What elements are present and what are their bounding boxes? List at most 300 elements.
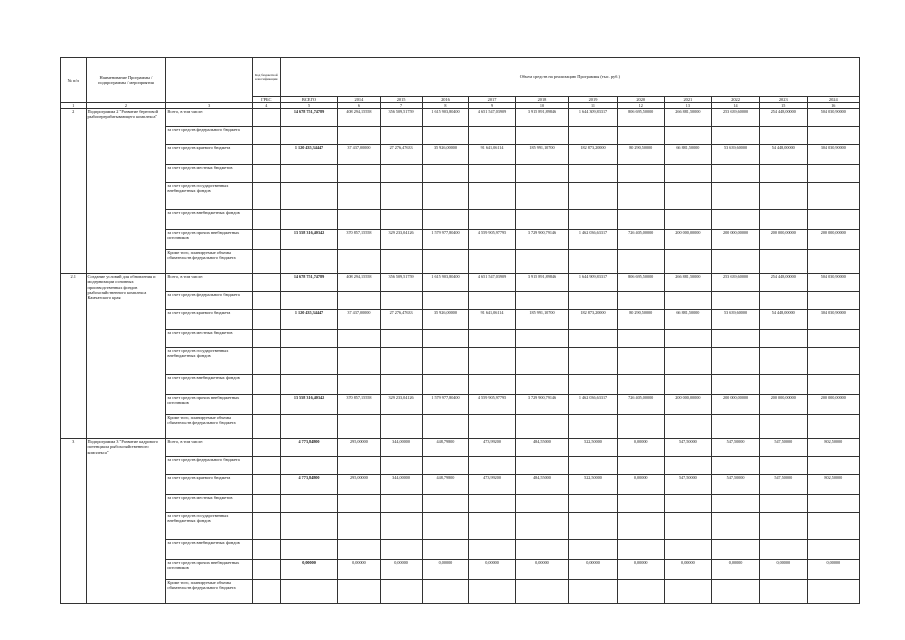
grbs-cell [252, 274, 280, 292]
year-value-cell: 80 290,50000 [617, 145, 664, 165]
year-value-cell [807, 540, 859, 560]
year-value-cell [664, 580, 712, 604]
year-value-cell [569, 250, 618, 274]
header-empty [166, 58, 253, 103]
column-number: 13 [664, 103, 712, 109]
header-year: 2024 [807, 97, 859, 103]
year-value-cell [380, 375, 422, 395]
header-year: 2018 [515, 97, 568, 103]
year-value-cell: 200 000,00000 [664, 395, 712, 415]
grbs-cell [252, 330, 280, 348]
year-value-cell: 448,79800 [422, 439, 469, 457]
year-value-cell: 1 615 903,80400 [422, 109, 469, 127]
year-value-cell [617, 348, 664, 375]
funding-source: за счет средств краевого бюджета [166, 145, 253, 165]
year-value-cell [338, 250, 380, 274]
year-value-cell: 4 559 905,97795 [469, 395, 516, 415]
funding-source: Кроме того, планируемые объемы обязательств федерального бюджета [166, 250, 253, 274]
grbs-cell [252, 183, 280, 210]
table-row [61, 457, 860, 475]
column-number: 2 [86, 103, 166, 109]
year-value-cell: 3 915 891,89846 [515, 274, 568, 292]
year-value-cell: 1 462 036,63317 [569, 395, 618, 415]
year-value-cell [338, 183, 380, 210]
year-value-cell: 266 881,50000 [664, 109, 712, 127]
year-value-cell [469, 127, 516, 145]
total-cell [280, 540, 338, 560]
year-value-cell: 1 579 977,80400 [422, 230, 469, 250]
funding-source: за счет средств местных бюджетов [166, 495, 253, 513]
year-value-cell: 344,00000 [380, 439, 422, 457]
year-value-cell [422, 540, 469, 560]
year-value-cell [807, 495, 859, 513]
year-value-cell: 66 881,50000 [664, 145, 712, 165]
funding-source: за счет средств внебюджетных фондов [166, 540, 253, 560]
year-value-cell: 3 729 900,79146 [515, 230, 568, 250]
year-value-cell [469, 375, 516, 395]
year-value-cell: 522,50000 [569, 475, 618, 495]
year-value-cell [759, 540, 807, 560]
header-volume-title: Объем средств на реализацию Программы (тыс. руб.) [280, 58, 859, 97]
year-value-cell: 504 030,90000 [807, 109, 859, 127]
year-value-cell [422, 348, 469, 375]
year-value-cell: 0,00000 [617, 560, 664, 580]
funding-source: Всего, в том числе: [166, 109, 253, 127]
year-value-cell [422, 415, 469, 439]
year-value-cell [759, 250, 807, 274]
year-value-cell: 802,50000 [807, 475, 859, 495]
year-value-cell [380, 292, 422, 310]
year-value-cell: 200 000,00000 [807, 395, 859, 415]
table-row [61, 274, 860, 292]
grbs-cell [252, 457, 280, 475]
funding-source: за счет средств федерального бюджета [166, 457, 253, 475]
year-value-cell [569, 292, 618, 310]
program-name: Подпрограмма 3 "Развитие кадрового потенциала рыбохозяйственного комплекса" [86, 439, 166, 604]
funding-source: за счет средств прочих внебюджетных источников [166, 560, 253, 580]
year-value-cell [807, 165, 859, 183]
year-value-cell: 0,00000 [380, 560, 422, 580]
year-value-cell [712, 540, 760, 560]
year-value-cell: 253 639,60000 [712, 274, 760, 292]
header-name: Наименование Программы / подпрограммы / мероприятия [86, 58, 166, 103]
year-value-cell [569, 348, 618, 375]
column-number: 14 [712, 103, 760, 109]
year-value-cell [664, 210, 712, 230]
year-value-cell: 547,50000 [759, 475, 807, 495]
grbs-cell [252, 348, 280, 375]
year-value-cell [380, 457, 422, 475]
year-value-cell [759, 292, 807, 310]
year-value-cell [469, 457, 516, 475]
year-value-cell [759, 183, 807, 210]
funding-source: за счет средств государственных внебюджетных фондов [166, 183, 253, 210]
column-number: 12 [617, 103, 664, 109]
year-value-cell [807, 292, 859, 310]
grbs-cell [252, 415, 280, 439]
year-value-cell [515, 580, 568, 604]
year-value-cell: 27 276,47633 [380, 310, 422, 330]
funding-source: за счет средств внебюджетных фондов [166, 375, 253, 395]
year-value-cell: 370 857,15558 [338, 395, 380, 415]
year-value-cell: 448,79800 [422, 475, 469, 495]
year-value-cell [338, 540, 380, 560]
year-value-cell [664, 375, 712, 395]
year-value-cell [759, 580, 807, 604]
table-row [61, 348, 860, 375]
year-value-cell: 344,00000 [380, 475, 422, 495]
year-value-cell [712, 415, 760, 439]
year-value-cell [422, 292, 469, 310]
year-value-cell [569, 495, 618, 513]
table-row [61, 580, 860, 604]
funding-source: за счет средств федерального бюджета [166, 127, 253, 145]
year-value-cell: 0,00000 [338, 560, 380, 580]
year-value-cell [515, 457, 568, 475]
year-value-cell: 504 030,90000 [807, 274, 859, 292]
year-value-cell [759, 165, 807, 183]
year-value-cell [469, 292, 516, 310]
year-value-cell [380, 495, 422, 513]
grbs-cell [252, 540, 280, 560]
year-value-cell [664, 348, 712, 375]
year-value-cell [338, 457, 380, 475]
year-value-cell [422, 580, 469, 604]
year-value-cell: 547,50000 [712, 439, 760, 457]
year-value-cell [422, 375, 469, 395]
year-value-cell [712, 513, 760, 540]
year-value-cell [759, 210, 807, 230]
total-cell [280, 513, 338, 540]
year-value-cell: 547,50000 [712, 475, 760, 495]
funding-source: за счет средств федерального бюджета [166, 292, 253, 310]
year-value-cell [617, 165, 664, 183]
year-value-cell: 329 233,04126 [380, 395, 422, 415]
year-value-cell: 1 615 903,80400 [422, 274, 469, 292]
table-row [61, 475, 860, 495]
year-value-cell: 3 729 900,79146 [515, 395, 568, 415]
year-value-cell: 473,99200 [469, 439, 516, 457]
year-value-cell: 1 579 977,80400 [422, 395, 469, 415]
year-value-cell: 547,50000 [664, 439, 712, 457]
year-value-cell [515, 127, 568, 145]
year-value-cell [338, 495, 380, 513]
year-value-cell [515, 250, 568, 274]
year-value-cell: 35 926,00000 [422, 310, 469, 330]
grbs-cell [252, 230, 280, 250]
year-value-cell [469, 495, 516, 513]
year-value-cell [664, 330, 712, 348]
year-value-cell [469, 415, 516, 439]
table-row [61, 330, 860, 348]
year-value-cell [469, 348, 516, 375]
year-value-cell [664, 495, 712, 513]
table-row [61, 495, 860, 513]
year-value-cell [569, 375, 618, 395]
year-value-cell: 254 448,00000 [759, 109, 807, 127]
year-value-cell [617, 127, 664, 145]
year-value-cell [759, 375, 807, 395]
year-value-cell [664, 292, 712, 310]
grbs-cell [252, 109, 280, 127]
year-value-cell [569, 127, 618, 145]
year-value-cell [338, 127, 380, 145]
year-value-cell: 185 991,10700 [515, 145, 568, 165]
year-value-cell [422, 183, 469, 210]
program-name: Подпрограмма 2 "Развитие береговой рыбоперерабатывающего комплекса" [86, 109, 166, 274]
year-value-cell: 53 639,60000 [712, 310, 760, 330]
year-value-cell [338, 415, 380, 439]
header-year: 2022 [712, 97, 760, 103]
year-value-cell: 53 639,60000 [712, 145, 760, 165]
header-year: 2023 [759, 97, 807, 103]
year-value-cell [569, 415, 618, 439]
year-value-cell: 91 641,06114 [469, 310, 516, 330]
year-value-cell: 356 509,51759 [380, 109, 422, 127]
year-value-cell: 0,00000 [569, 560, 618, 580]
table-row [61, 109, 860, 127]
year-value-cell [569, 330, 618, 348]
funding-source: за счет средств прочих внебюджетных источников [166, 230, 253, 250]
table-row [61, 540, 860, 560]
header-year: 2020 [617, 97, 664, 103]
header-year: 2017 [469, 97, 516, 103]
column-number: 4 [252, 103, 280, 109]
year-value-cell: 370 857,15558 [338, 230, 380, 250]
funding-source: за счет средств местных бюджетов [166, 165, 253, 183]
grbs-cell [252, 165, 280, 183]
year-value-cell: 35 926,00000 [422, 145, 469, 165]
year-value-cell [807, 210, 859, 230]
funding-source: за счет средств краевого бюджета [166, 310, 253, 330]
grbs-cell [252, 475, 280, 495]
header-year: 2021 [664, 97, 712, 103]
year-value-cell [617, 250, 664, 274]
year-value-cell [469, 330, 516, 348]
year-value-cell: 80 290,50000 [617, 310, 664, 330]
year-value-cell [422, 127, 469, 145]
year-value-cell: 304 030,90000 [807, 145, 859, 165]
total-cell [280, 495, 338, 513]
year-value-cell: 1 462 036,63317 [569, 230, 618, 250]
year-value-cell [617, 540, 664, 560]
year-value-cell: 200 000,00000 [759, 230, 807, 250]
year-value-cell [569, 540, 618, 560]
grbs-cell [252, 580, 280, 604]
year-value-cell: 356 509,51759 [380, 274, 422, 292]
year-value-cell [712, 165, 760, 183]
funding-source: Кроме того, планируемые объемы обязательств федерального бюджета [166, 415, 253, 439]
year-value-cell [807, 375, 859, 395]
year-value-cell: 484,55000 [515, 475, 568, 495]
year-value-cell: 0,00000 [617, 475, 664, 495]
year-value-cell [469, 250, 516, 274]
grbs-cell [252, 250, 280, 274]
year-value-cell [664, 457, 712, 475]
year-value-cell: 0,00000 [664, 560, 712, 580]
table-row [61, 310, 860, 330]
year-value-cell [617, 457, 664, 475]
year-value-cell [515, 375, 568, 395]
table-row [61, 230, 860, 250]
total-cell: 4 773,84800 [280, 475, 338, 495]
year-value-cell [807, 183, 859, 210]
table-row [61, 250, 860, 274]
column-number: 8 [422, 103, 469, 109]
year-value-cell: 4 651 547,03909 [469, 109, 516, 127]
table-row [61, 439, 860, 457]
year-value-cell [664, 415, 712, 439]
year-value-cell [380, 127, 422, 145]
year-value-cell: 1 644 309,83317 [569, 109, 618, 127]
year-value-cell: 182 873,20000 [569, 145, 618, 165]
year-value-cell [338, 165, 380, 183]
year-value-cell [515, 183, 568, 210]
table-row [61, 415, 860, 439]
year-value-cell [469, 165, 516, 183]
year-value-cell: 0,00000 [617, 439, 664, 457]
row-number: 2.1 [61, 274, 87, 439]
column-number: 16 [807, 103, 859, 109]
year-value-cell [338, 580, 380, 604]
grbs-cell [252, 210, 280, 230]
year-value-cell: 726 405,00000 [617, 395, 664, 415]
year-value-cell [759, 457, 807, 475]
year-value-cell [664, 127, 712, 145]
year-value-cell [807, 250, 859, 274]
year-value-cell [422, 165, 469, 183]
year-value-cell: 66 881,50000 [664, 310, 712, 330]
year-value-cell [807, 580, 859, 604]
year-value-cell [807, 330, 859, 348]
row-number: 3 [61, 439, 87, 604]
column-number: 15 [759, 103, 807, 109]
year-value-cell [617, 210, 664, 230]
year-value-cell [569, 513, 618, 540]
year-value-cell [469, 540, 516, 560]
grbs-cell [252, 145, 280, 165]
column-number: 5 [280, 103, 338, 109]
total-cell: 1 120 435,34447 [280, 310, 338, 330]
header-year: 2016 [422, 97, 469, 103]
year-value-cell [807, 513, 859, 540]
year-value-cell [515, 348, 568, 375]
year-value-cell: 4 559 905,97795 [469, 230, 516, 250]
total-cell [280, 127, 338, 145]
table-row [61, 210, 860, 230]
year-value-cell: 408 294,15558 [338, 109, 380, 127]
year-value-cell [664, 250, 712, 274]
total-cell [280, 165, 338, 183]
year-value-cell: 185 991,10700 [515, 310, 568, 330]
header-year: 2014 [338, 97, 380, 103]
column-number: 10 [515, 103, 568, 109]
funding-source: за счет средств краевого бюджета [166, 475, 253, 495]
year-value-cell [380, 580, 422, 604]
year-value-cell [515, 495, 568, 513]
year-value-cell [569, 183, 618, 210]
year-value-cell [380, 250, 422, 274]
year-value-cell: 200 000,00000 [712, 230, 760, 250]
table-row [61, 145, 860, 165]
year-value-cell [569, 580, 618, 604]
year-value-cell [759, 127, 807, 145]
year-value-cell [338, 292, 380, 310]
year-value-cell [759, 348, 807, 375]
year-value-cell [617, 183, 664, 210]
funding-source: Всего, в том числе: [166, 274, 253, 292]
year-value-cell [617, 495, 664, 513]
year-value-cell [515, 415, 568, 439]
funding-source: за счет средств государственных внебюджетных фондов [166, 513, 253, 540]
year-value-cell: 806 695,50000 [617, 274, 664, 292]
year-value-cell: 0,00000 [515, 560, 568, 580]
year-value-cell: 547,50000 [759, 439, 807, 457]
header-year: 2015 [380, 97, 422, 103]
column-number: 6 [338, 103, 380, 109]
table-row [61, 127, 860, 145]
year-value-cell: 4 651 547,03909 [469, 274, 516, 292]
grbs-cell [252, 395, 280, 415]
table-row [61, 560, 860, 580]
grbs-cell [252, 560, 280, 580]
year-value-cell [380, 513, 422, 540]
total-cell [280, 292, 338, 310]
year-value-cell: 0,00000 [712, 560, 760, 580]
year-value-cell [469, 210, 516, 230]
year-value-cell: 802,50000 [807, 439, 859, 457]
funding-source: за счет средств местных бюджетов [166, 330, 253, 348]
year-value-cell [807, 127, 859, 145]
year-value-cell [712, 457, 760, 475]
year-value-cell [380, 330, 422, 348]
year-value-cell [712, 375, 760, 395]
year-value-cell: 200 000,00000 [712, 395, 760, 415]
year-value-cell [422, 495, 469, 513]
year-value-cell: 91 641,06114 [469, 145, 516, 165]
year-value-cell: 329 233,04126 [380, 230, 422, 250]
year-value-cell: 484,55000 [515, 439, 568, 457]
year-value-cell: 295,00000 [338, 475, 380, 495]
year-value-cell: 0,00000 [759, 560, 807, 580]
grbs-cell [252, 439, 280, 457]
year-value-cell: 295,00000 [338, 439, 380, 457]
total-cell: 4 773,84800 [280, 439, 338, 457]
year-value-cell: 266 881,50000 [664, 274, 712, 292]
year-value-cell [664, 183, 712, 210]
year-value-cell: 54 448,00000 [759, 145, 807, 165]
year-value-cell [712, 183, 760, 210]
year-value-cell [759, 415, 807, 439]
funding-source: Всего, в том числе: [166, 439, 253, 457]
year-value-cell: 200 000,00000 [664, 230, 712, 250]
year-value-cell: 0,00000 [422, 560, 469, 580]
year-value-cell [380, 415, 422, 439]
year-value-cell: 0,00000 [469, 560, 516, 580]
year-value-cell [422, 330, 469, 348]
grbs-cell [252, 513, 280, 540]
year-value-cell [338, 375, 380, 395]
year-value-cell [338, 330, 380, 348]
table-row [61, 183, 860, 210]
year-value-cell [380, 348, 422, 375]
column-number: 9 [469, 103, 516, 109]
year-value-cell [664, 540, 712, 560]
year-value-cell: 473,99200 [469, 475, 516, 495]
year-value-cell: 1 644 909,83317 [569, 274, 618, 292]
table-row [61, 165, 860, 183]
table-row [61, 292, 860, 310]
